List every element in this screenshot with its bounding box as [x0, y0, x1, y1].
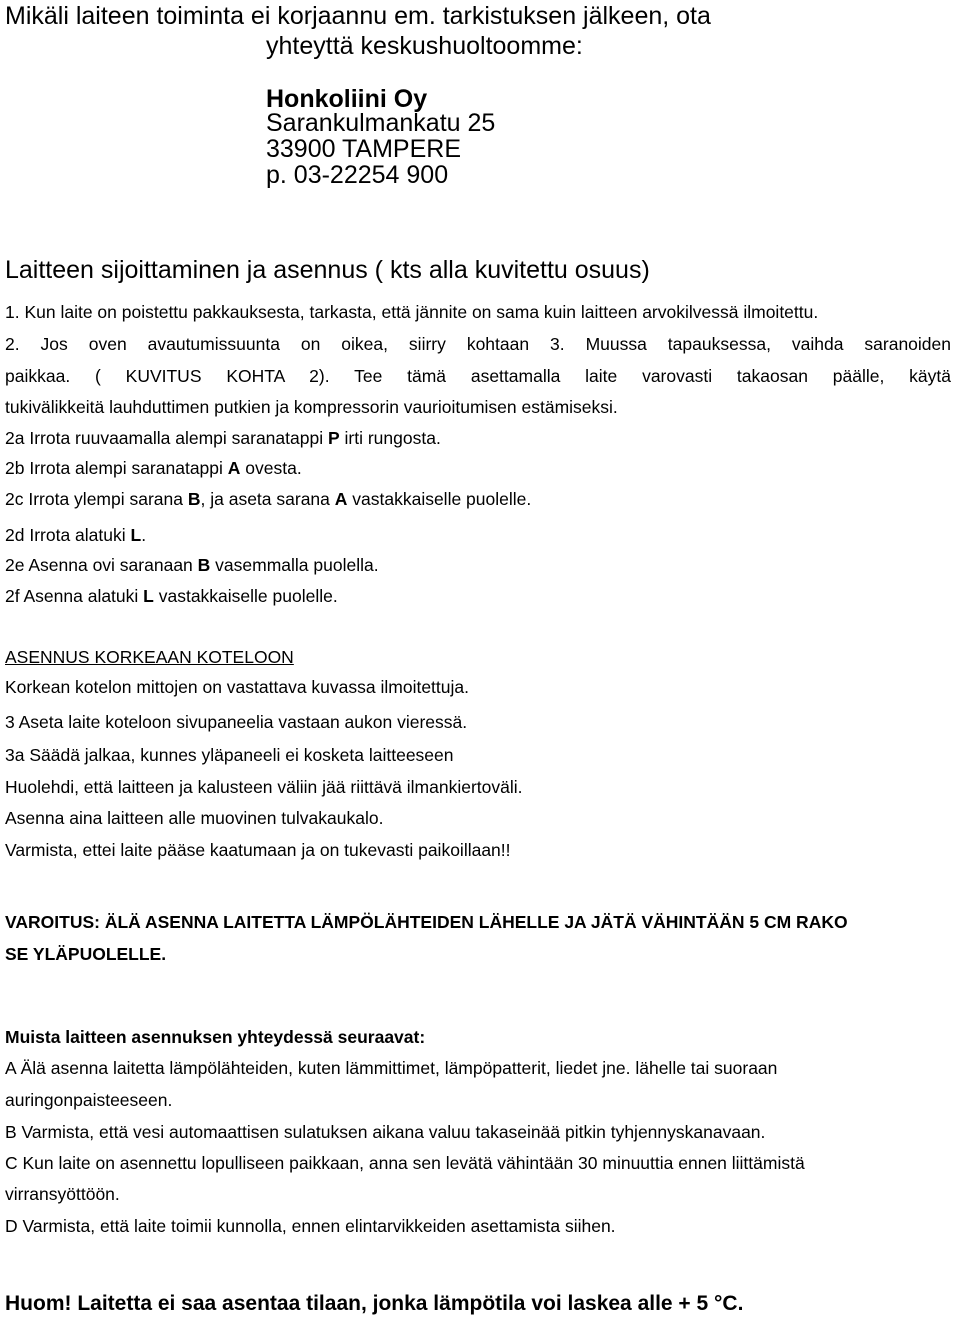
placement-step-2a: 2a Irrota ruuvaamalla alempi saranatappi P irti rungosta.	[5, 428, 441, 448]
service-intro-line2: yhteyttä keskushuoltoomme:	[266, 32, 583, 60]
company-name: Honkoliini Oy	[266, 85, 428, 113]
placement-step-2b: 2b Irrota alempi saranatappi A ovesta.	[5, 458, 302, 478]
company-street: Sarankulmankatu 25	[266, 109, 496, 137]
placement-step-2c: 2c Irrota ylempi sarana B, ja aseta sarana A vastakkaiselle puolelle.	[5, 489, 532, 509]
high-cabinet-line2: 3 Aseta laite koteloon sivupaneelia vastaan aukon vieressä.	[5, 712, 468, 732]
company-phone: p. 03-22254 900	[266, 161, 449, 189]
warning-line2: SE YLÄPUOLELLE.	[5, 944, 167, 964]
high-cabinet-line3: 3a Säädä jalkaa, kunnes yläpaneeli ei kosketa laitteeseen	[5, 745, 454, 765]
service-intro-line1: Mikäli laiteen toiminta ei korjaannu em. tarkistuksen jälkeen, ota	[5, 2, 711, 30]
placement-heading: Laitteen sijoittaminen ja asennus ( kts alla kuvitettu osuus)	[5, 256, 650, 284]
placement-step-2-line2: paikkaa. ( KUVITUS KOHTA 2). Tee tämä asettamalla laite varovasti takaosan päälle, käytä	[5, 366, 951, 386]
placement-step-2e: 2e Asenna ovi saranaan B vasemmalla puolella.	[5, 555, 379, 575]
temperature-note: Huom! Laitetta ei saa asentaa tilaan, jonka lämpötila voi laskea alle + 5 °C.	[5, 1292, 744, 1315]
placement-step-2d: 2d Irrota alatuki L.	[5, 525, 147, 545]
placement-step-2-line3: tukivälikkeitä lauhduttimen putkien ja kompressorin vaurioitumisen estämiseksi.	[5, 397, 618, 417]
remember-d: D Varmista, että laite toimii kunnolla, ennen elintarvikkeiden asettamista siihen.	[5, 1216, 616, 1236]
placement-step-2f: 2f Asenna alatuki L vastakkaiselle puolelle.	[5, 586, 338, 606]
remember-c-line1: C Kun laite on asennettu lopulliseen paikkaan, anna sen levätä vähintään 30 minuuttia ennen liittämistä	[5, 1153, 805, 1173]
remember-c-line2: virransyöttöön.	[5, 1184, 120, 1204]
high-cabinet-line6: Varmista, ettei laite pääse kaatumaan ja on tukevasti paikoillaan!!	[5, 840, 511, 860]
remember-heading: Muista laitteen asennuksen yhteydessä seuraavat:	[5, 1027, 426, 1047]
company-city: 33900 TAMPERE	[266, 135, 462, 163]
placement-step-2-line1: 2. Jos oven avautumissuunta on oikea, siirry kohtaan 3. Muussa tapauksessa, vaihda saranoiden	[5, 334, 951, 354]
high-cabinet-line4: Huolehdi, että laitteen ja kalusteen väliin jää riittävä ilmankiertoväli.	[5, 777, 523, 797]
remember-b: B Varmista, että vesi automaattisen sulatuksen aikana valuu takaseinää pitkin tyhjennyskanavaan.	[5, 1122, 766, 1142]
high-cabinet-line1: Korkean kotelon mittojen on vastattava kuvassa ilmoitettuja.	[5, 677, 469, 697]
placement-step-1: 1. Kun laite on poistettu pakkauksesta, tarkasta, että jännite on sama kuin laitteen arvokilvessä ilmoitettu.	[5, 302, 819, 322]
remember-a-line1: A Älä asenna laitetta lämpölähteiden, kuten lämmittimet, lämpöpatterit, liedet jne. lähelle tai suoraan	[5, 1058, 778, 1078]
high-cabinet-line5: Asenna aina laitteen alle muovinen tulvakaukalo.	[5, 808, 384, 828]
high-cabinet-heading: ASENNUS KORKEAAN KOTELOON	[5, 647, 294, 667]
warning-line1: VAROITUS: ÄLÄ ASENNA LAITETTA LÄMPÖLÄHTEIDEN LÄHELLE JA JÄTÄ VÄHINTÄÄN 5 CM RAKO	[5, 912, 848, 932]
remember-a-line2: auringonpaisteeseen.	[5, 1090, 173, 1110]
